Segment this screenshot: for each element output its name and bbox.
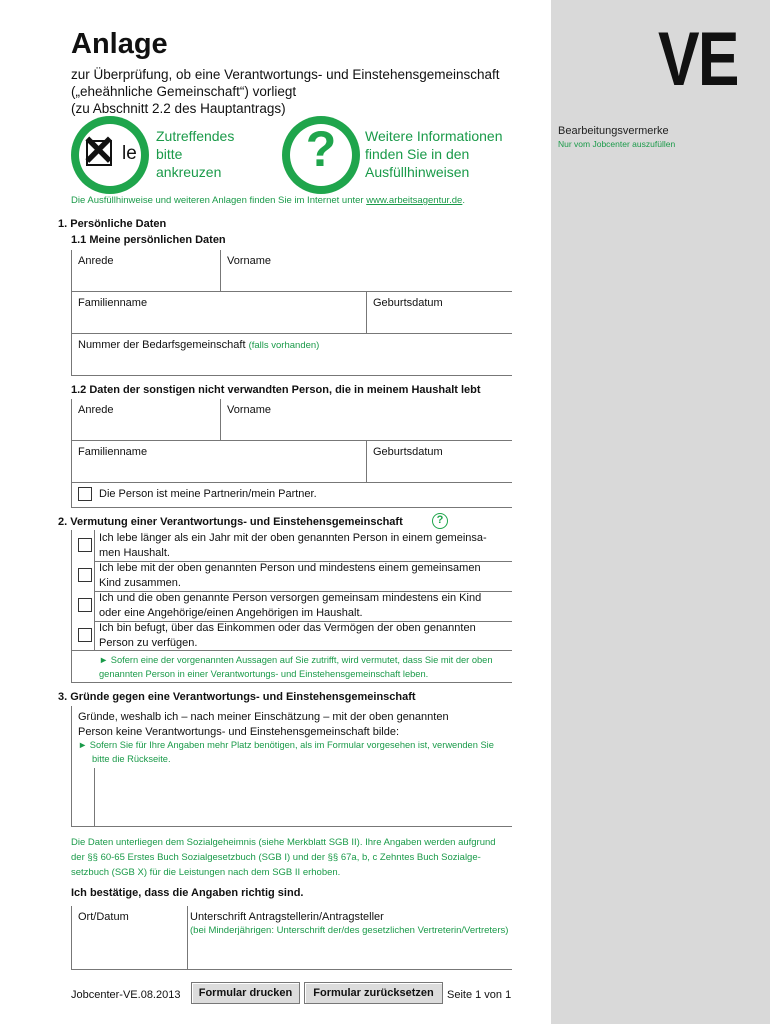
- criteria-text-2: Ich lebe mit der oben genannten Person und mindestens einem gemeinsamen Kind zusammen.: [99, 562, 481, 589]
- info-instructions: [365, 127, 502, 181]
- more-space-note: ► Sofern Sie für Ihre Angaben mehr Platz benötigen, als im Formular vorgesehen ist, verwenden Sie bitte die Rückseite.: [78, 740, 494, 764]
- help-icon[interactable]: ?: [432, 513, 448, 529]
- processing-sidebar: [551, 0, 770, 1024]
- info-instruction-line: Ausfüllhinweisen: [365, 164, 470, 180]
- bg-number-field[interactable]: Nummer der Bedarfsgemeinschaft (falls vorhanden): [71, 334, 512, 376]
- check-instruction-line: ankreuzen: [156, 164, 222, 180]
- arbeitsagentur-link[interactable]: www.arbeitsagentur.de: [366, 195, 463, 206]
- confirmation-heading: Ich bestätige, dass die Angaben richtig sind.: [71, 887, 304, 899]
- section-3-heading: 3. Gründe gegen eine Verantwortungs- und Einstehensgemeinschaft: [58, 691, 416, 703]
- section-1-heading: 1. Persönliche Daten: [58, 218, 167, 230]
- privacy-note: Die Daten unterliegen dem Sozialgeheimnis (siehe Merkblatt SGB II). Ihre Angaben werden aufgrund der §§ 60-65 Erstes Buch Sozialgesetzbuch (SGB I) und der §§ 67a, b, c Zehntes Buch Sozialge- setzbuch (SGB X) für die Leistungen nach dem SGB II erhoben.: [71, 837, 496, 878]
- ort-datum-field[interactable]: Ort/Datum: [71, 906, 187, 970]
- vorname2-field[interactable]: Vorname: [220, 399, 512, 441]
- page-title: Anlage: [71, 28, 168, 60]
- reasons-text: Gründe, weshalb ich – nach meiner Einschätzung – mit der oben genannten Person keine Verantwortungs- und Einstehensgemeinschaft bilde:: [78, 711, 449, 738]
- geburtsdatum2-field[interactable]: Geburtsdatum: [366, 441, 512, 483]
- criteria-text-4: Ich bin befugt, über das Einkommen oder das Vermögen der oben genannten Person zu verfügen.: [99, 622, 476, 649]
- check-instruction-line: Zutreffendes: [156, 128, 235, 144]
- section-1-2-heading: 1.2 Daten der sonstigen nicht verwandten Person, die in meinem Haushalt lebt: [71, 384, 481, 396]
- subtitle-line: („eheähnliche Gemeinschaft“) vorliegt: [71, 84, 297, 99]
- section-2-heading: 2. Vermutung einer Verantwortungs- und Einstehensgemeinschaft: [58, 516, 403, 528]
- criteria-checkbox-3[interactable]: [78, 598, 92, 612]
- info-instruction-line: finden Sie in den: [365, 146, 470, 162]
- reasons-textarea[interactable]: [95, 768, 512, 826]
- geburtsdatum-field[interactable]: Geburtsdatum: [366, 292, 512, 334]
- check-icon-text: le: [122, 143, 137, 164]
- page-number: Seite 1 von 1: [447, 989, 512, 1001]
- checkbox-cross-icon: ✕ le: [71, 116, 149, 194]
- reset-form-button[interactable]: Formular zurücksetzen: [304, 982, 443, 1004]
- criteria-text-3: Ich und die oben genannte Person versorgen gemeinsam mindestens ein Kind oder eine Angehörige/einen Angehörigen im Haushalt.: [99, 592, 482, 619]
- anrede2-field[interactable]: Anrede: [71, 399, 220, 441]
- criteria-checkbox-4[interactable]: [78, 628, 92, 642]
- check-instructions: [156, 127, 234, 181]
- partner-checkbox[interactable]: [78, 487, 92, 501]
- section-1-1-heading: 1.1 Meine persönlichen Daten: [71, 234, 226, 246]
- signature-field[interactable]: Unterschrift Antragstellerin/Antragsteller (bei Minderjährigen: Unterschrift der/des gesetzlichen Vertreterin/Vertreters): [187, 906, 512, 970]
- internet-notice: Die Ausfüllhinweise und weiteren Anlagen finden Sie im Internet unter www.arbeitsagentur.de.: [71, 195, 465, 206]
- familienname2-field[interactable]: Familienname: [71, 441, 366, 483]
- criteria-checkbox-2[interactable]: [78, 568, 92, 582]
- page-subtitle: [71, 66, 500, 117]
- criteria-checkbox-1[interactable]: [78, 538, 92, 552]
- anrede-field[interactable]: Anrede: [71, 250, 220, 292]
- form-code: VE: [658, 17, 738, 102]
- subtitle-line: (zu Abschnitt 2.2 des Hauptantrags): [71, 101, 286, 116]
- info-instruction-line: Weitere Informationen: [365, 128, 503, 144]
- subtitle-line: zur Überprüfung, ob eine Verantwortungs- und Einstehensgemeinschaft: [71, 67, 500, 82]
- check-instruction-line: bitte: [156, 146, 183, 162]
- processing-notes-subtitle: Nur vom Jobcenter auszufüllen: [558, 139, 676, 149]
- form-version: Jobcenter-VE.08.2013: [71, 989, 181, 1001]
- presumption-note: ► Sofern eine der vorgenannten Aussagen auf Sie zutrifft, wird vermutet, dass Sie mit der oben genannten Person in einer Verantwortungs- und Einstehensgemeinschaft leben.: [99, 655, 493, 679]
- criteria-text-1: Ich lebe länger als ein Jahr mit der oben genannten Person in einem gemeinsa- men Haushalt.: [99, 532, 487, 559]
- familienname-field[interactable]: Familienname: [71, 292, 366, 334]
- question-mark-icon: ?: [282, 116, 360, 194]
- partner-checkbox-label: Die Person ist meine Partnerin/mein Partner.: [99, 488, 317, 500]
- vorname-field[interactable]: Vorname: [220, 250, 512, 292]
- processing-notes-title: Bearbeitungsvermerke: [558, 125, 669, 137]
- print-form-button[interactable]: Formular drucken: [191, 982, 300, 1004]
